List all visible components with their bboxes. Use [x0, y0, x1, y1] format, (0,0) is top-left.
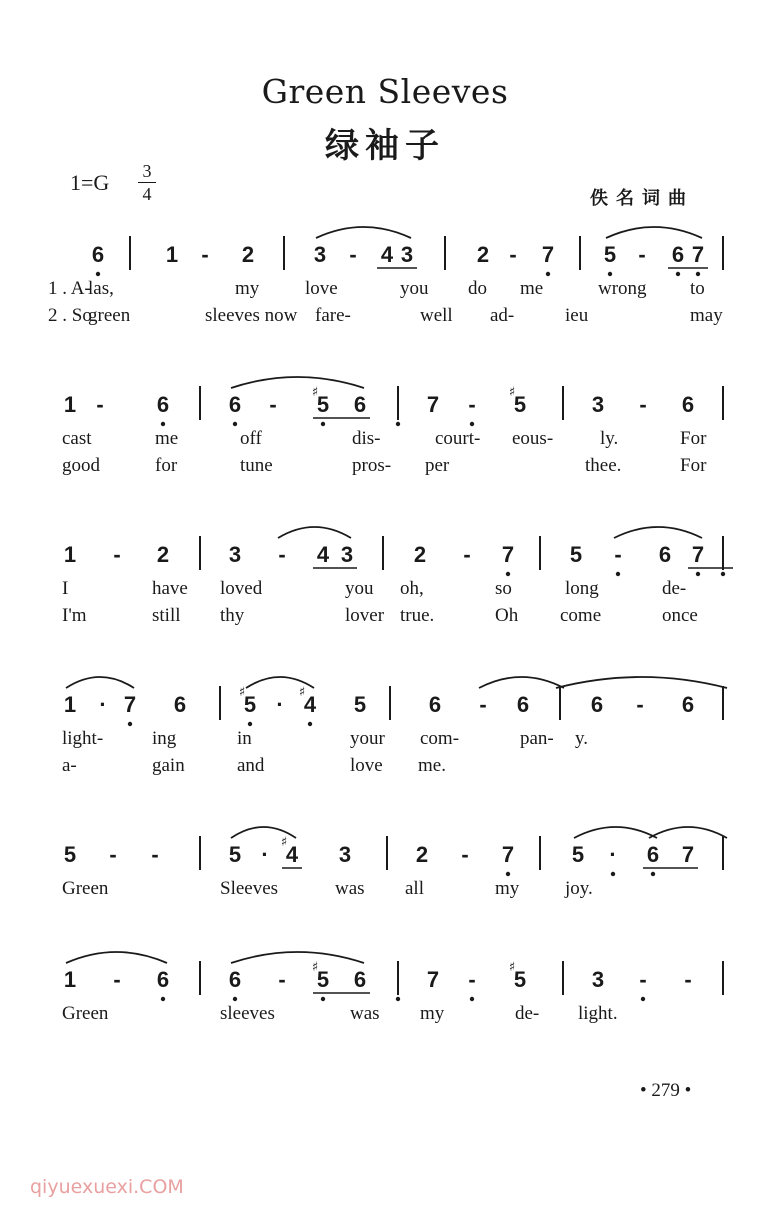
lyric-word: ieu	[565, 305, 589, 326]
note: 3	[338, 842, 352, 867]
lyric-word: com-	[420, 728, 460, 749]
octave-dot	[651, 872, 655, 876]
octave-dot	[161, 422, 165, 426]
note: 5	[243, 692, 257, 717]
lyric-word: lover	[345, 605, 385, 626]
note: 4	[285, 842, 299, 867]
score-line	[0, 230, 770, 360]
note: 1	[63, 692, 77, 717]
lyric-word: las,	[88, 278, 114, 299]
note: 1	[63, 967, 77, 992]
time-signature	[136, 160, 158, 205]
lyric-word: 2 . So	[48, 305, 92, 326]
hold-dash: -	[461, 842, 469, 867]
dot-augment: ·	[99, 692, 107, 717]
meter-top: 3	[142, 161, 152, 181]
note: 3	[591, 392, 605, 417]
hold-dash: -	[278, 542, 286, 567]
watermark: qiyuexuexi.COM	[30, 1176, 184, 1198]
lyric-word: once	[662, 605, 698, 626]
hold-dash: -	[468, 967, 476, 992]
author-credit: 佚名词曲	[590, 188, 694, 209]
hold-dash: -	[638, 242, 646, 267]
octave-dot	[308, 722, 312, 726]
notation-row	[0, 530, 770, 620]
lyric-word: I	[62, 578, 69, 599]
lyric-word: ly.	[600, 428, 619, 449]
meter-bottom: 4	[142, 184, 152, 204]
slur	[556, 677, 727, 688]
lyric-word: in	[237, 728, 252, 749]
hold-dash: -	[509, 242, 517, 267]
note: 5	[513, 392, 527, 417]
lyric-word: my	[495, 878, 520, 899]
notation-row	[0, 830, 770, 920]
octave-dot	[161, 997, 165, 1001]
note: 7	[541, 242, 555, 267]
note: 6	[658, 542, 672, 567]
lyric-word: de-	[662, 578, 687, 599]
octave-dot	[396, 422, 400, 426]
lyric-word: ing	[152, 728, 177, 749]
sharp-sign: ♯	[508, 960, 516, 975]
slur	[316, 227, 411, 238]
slur	[66, 677, 134, 688]
octave-dot	[506, 572, 510, 576]
lyric-word: was	[350, 1003, 380, 1024]
octave-dot	[233, 997, 237, 1001]
lyric-word: For	[680, 428, 707, 449]
dot-augment: ·	[261, 842, 269, 867]
lyric-word: eous-	[512, 428, 554, 449]
note: 6	[516, 692, 530, 717]
octave-dot	[233, 422, 237, 426]
note: 5	[571, 842, 585, 867]
lyric-word: me	[520, 278, 544, 299]
octave-dot	[506, 872, 510, 876]
note: 5	[63, 842, 77, 867]
note: 3	[228, 542, 242, 567]
lyric-word: For	[680, 455, 707, 476]
note: 5	[569, 542, 583, 567]
note: 6	[156, 967, 170, 992]
note: 5	[353, 692, 367, 717]
sharp-sign: ♯	[298, 685, 306, 700]
key-signature: 1=G	[70, 170, 110, 195]
hold-dash: -	[636, 692, 644, 717]
octave-dot	[321, 422, 325, 426]
lyric-word: pan-	[520, 728, 554, 749]
lyric-word: have	[152, 578, 188, 599]
note: 6	[428, 692, 442, 717]
lyric-word: me	[155, 428, 179, 449]
lyric-word: sleeves now	[205, 305, 298, 326]
note: 3	[313, 242, 327, 267]
octave-dot	[611, 872, 615, 876]
note: 5	[316, 392, 330, 417]
note: 1	[165, 242, 179, 267]
lyric-word: thy	[220, 605, 245, 626]
lyric-word: may	[690, 305, 723, 326]
octave-dot	[128, 722, 132, 726]
lyric-word: your	[350, 728, 385, 749]
song-title-chinese: 绿袖子	[325, 126, 445, 166]
hold-dash: -	[269, 392, 277, 417]
note: 3	[340, 542, 354, 567]
dot-augment: ·	[276, 692, 284, 717]
score-line	[0, 680, 770, 810]
note: 2	[156, 542, 170, 567]
lyric-word: was	[335, 878, 365, 899]
octave-dot	[470, 997, 474, 1001]
lyric-word: so	[495, 578, 512, 599]
sharp-sign: ♯	[280, 835, 288, 850]
note: 5	[228, 842, 242, 867]
note: 6	[228, 392, 242, 417]
lyric-word: tune	[240, 455, 273, 476]
note: 7	[123, 692, 137, 717]
lyric-word: sleeves	[220, 1003, 275, 1024]
hold-dash: -	[639, 967, 647, 992]
notation-row	[0, 680, 770, 770]
lyric-word: my	[420, 1003, 445, 1024]
note: 6	[228, 967, 242, 992]
lyric-word: loved	[220, 578, 263, 599]
sharp-sign: ♯	[508, 385, 516, 400]
octave-dot	[248, 722, 252, 726]
note: 6	[91, 242, 105, 267]
lyric-word: come	[560, 605, 602, 626]
note: 6	[353, 392, 367, 417]
page-number: • 279 •	[640, 1080, 692, 1101]
octave-dot	[321, 997, 325, 1001]
note: 7	[681, 842, 695, 867]
score-line	[0, 955, 770, 1085]
note: 6	[681, 692, 695, 717]
slur	[278, 527, 351, 538]
note: 5	[316, 967, 330, 992]
note: 1	[63, 542, 77, 567]
lyric-word: you	[345, 578, 374, 599]
lyric-word: fare-	[315, 305, 351, 326]
note: 2	[415, 842, 429, 867]
note: 2	[413, 542, 427, 567]
lyric-word: y.	[575, 728, 589, 749]
slur	[231, 377, 364, 388]
note: 6	[590, 692, 604, 717]
hold-dash: -	[96, 392, 104, 417]
note: 7	[501, 542, 515, 567]
note: 5	[603, 242, 617, 267]
hold-dash: -	[113, 542, 121, 567]
octave-dot	[396, 997, 400, 1001]
note: 1	[63, 392, 77, 417]
note: 6	[353, 967, 367, 992]
octave-dot	[616, 572, 620, 576]
note: 2	[241, 242, 255, 267]
slur	[649, 827, 727, 838]
hold-dash: -	[463, 542, 471, 567]
lyric-word: long	[565, 578, 599, 599]
octave-dot	[546, 272, 550, 276]
lyric-word: Green	[62, 878, 109, 899]
lyric-word: court-	[435, 428, 481, 449]
lyric-word: Green	[62, 1003, 109, 1024]
hold-dash: -	[479, 692, 487, 717]
slur	[479, 677, 564, 688]
lyric-word: all	[405, 878, 424, 899]
note: 6	[671, 242, 685, 267]
lyric-word: 1 . A-	[48, 278, 91, 299]
sharp-sign: ♯	[238, 685, 246, 700]
lyric-word: Oh	[495, 605, 519, 626]
lyric-word: thee.	[585, 455, 622, 476]
song-title-english: Green Sleeves	[261, 72, 509, 111]
lyric-word: off	[240, 428, 262, 449]
note: 4	[380, 242, 394, 267]
hold-dash: -	[468, 392, 476, 417]
note: 4	[316, 542, 330, 567]
octave-dot	[676, 272, 680, 276]
hold-dash: -	[201, 242, 209, 267]
sharp-sign: ♯	[311, 960, 319, 975]
lyric-word: de-	[515, 1003, 540, 1024]
octave-dot	[721, 572, 725, 576]
note: 7	[691, 242, 705, 267]
note: 6	[681, 392, 695, 417]
lyric-word: for	[155, 455, 178, 476]
lyric-word: dis-	[352, 428, 381, 449]
score-line	[0, 830, 770, 960]
octave-dot	[641, 997, 645, 1001]
note: 6	[173, 692, 187, 717]
note: 6	[646, 842, 660, 867]
note: 7	[426, 967, 440, 992]
lyric-word: to	[690, 278, 705, 299]
lyric-word: cast	[62, 428, 92, 449]
hold-dash: -	[684, 967, 692, 992]
lyric-word: Sleeves	[220, 878, 279, 899]
note: 7	[501, 842, 515, 867]
lyric-word: well	[420, 305, 453, 326]
slur	[574, 827, 657, 838]
lyric-word: and	[237, 755, 265, 776]
score-line	[0, 380, 770, 510]
note: 3	[400, 242, 414, 267]
octave-dot	[470, 422, 474, 426]
notation-row	[0, 955, 770, 1045]
hold-dash: -	[109, 842, 117, 867]
dot-augment: ·	[609, 842, 617, 867]
lyric-word: me.	[418, 755, 446, 776]
octave-dot	[96, 272, 100, 276]
note: 7	[691, 542, 705, 567]
note: 2	[476, 242, 490, 267]
note: 5	[513, 967, 527, 992]
lyric-word: per	[425, 455, 450, 476]
lyric-word: gain	[152, 755, 185, 776]
note: 7	[426, 392, 440, 417]
lyric-word: a-	[62, 755, 77, 776]
lyric-word: love	[305, 278, 338, 299]
lyric-word: do	[468, 278, 487, 299]
lyric-word: you	[400, 278, 429, 299]
hold-dash: -	[278, 967, 286, 992]
lyric-word: light-	[62, 728, 104, 749]
lyric-word: love	[350, 755, 383, 776]
hold-dash: -	[113, 967, 121, 992]
lyric-word: wrong	[598, 278, 647, 299]
note: 6	[156, 392, 170, 417]
slur	[606, 227, 702, 238]
sharp-sign: ♯	[311, 385, 319, 400]
slur	[614, 527, 702, 538]
lyric-word: my	[235, 278, 260, 299]
score-line	[0, 530, 770, 660]
hold-dash: -	[349, 242, 357, 267]
lyric-word: oh,	[400, 578, 424, 599]
lyric-word: green	[88, 305, 131, 326]
octave-dot	[696, 572, 700, 576]
octave-dot	[608, 272, 612, 276]
hold-dash: -	[614, 542, 622, 567]
hold-dash: -	[151, 842, 159, 867]
lyric-word: good	[62, 455, 100, 476]
lyric-word: true.	[400, 605, 435, 626]
lyric-word: ad-	[490, 305, 515, 326]
note: 3	[591, 967, 605, 992]
lyric-word: light.	[578, 1003, 618, 1024]
hold-dash: -	[639, 392, 647, 417]
lyric-word: I'm	[62, 605, 87, 626]
lyric-word: still	[152, 605, 181, 626]
octave-dot	[696, 272, 700, 276]
lyric-word: pros-	[352, 455, 392, 476]
note: 4	[303, 692, 317, 717]
lyric-word: joy.	[565, 878, 593, 899]
